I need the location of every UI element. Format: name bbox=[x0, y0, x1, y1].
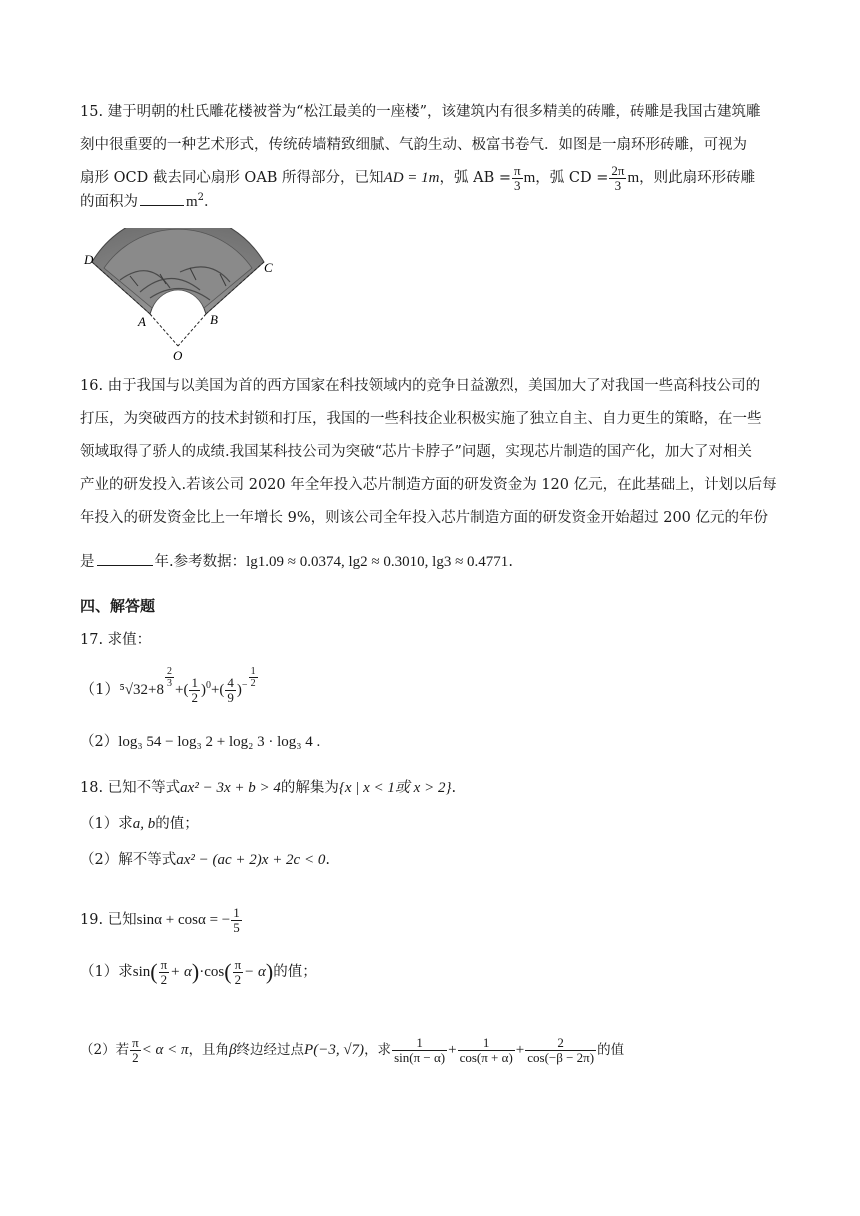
frac-4-9: $\frac{4}{9}$ bbox=[227, 675, 234, 706]
frac-1-2: $\frac{1}{2}$ bbox=[191, 675, 198, 706]
q16-line-1: 16. 由于我国与以美国为首的西方国家在科技领域内的竞争日益激烈，美国加大了对我国一些高科技公司的 bbox=[80, 378, 761, 394]
term-2: $\frac{1}{\cos(\pi + \alpha)}$ bbox=[459, 1035, 513, 1065]
q16-line-5: 年投入的研发资金比上一年增长 9%，则该公司全年投入芯片制造方面的研发资金开始超过 200 亿元的年份 bbox=[80, 510, 769, 526]
q17-title: 17. 求值： bbox=[80, 632, 152, 648]
exp-neg-1-2: $\frac{1}{2}$ bbox=[250, 666, 256, 689]
q15-frac-2pi-3: $\frac{2\pi}{3}$ bbox=[611, 162, 625, 193]
section-title: 四、解答题 bbox=[80, 597, 156, 615]
q15-line-1: 15. 建于明朝的杜氏雕花楼被誉为“松江最美的一座楼”，该建筑内有很多精美的砖雕，砖雕是我国古建筑雕 bbox=[80, 104, 761, 120]
label-O: O bbox=[173, 348, 183, 362]
q18-part-1: （1）求a, b的值； bbox=[80, 816, 199, 832]
q15-line-2: 刻中很重要的一种艺术形式，传统砖墙精致细腻、气韵生动、极富书卷气．如图是一扇环形砖雕，可视为 bbox=[80, 137, 747, 153]
q15-line-3: 扇形 OCD 截去同心扇形 OAB 所得部分，已知AD = 1m，弧 AB = $\frac{\pi}{3}$ m，弧 CD = $\frac{2\pi}{3}$ m，则此扇环形砖雕 bbox=[80, 162, 756, 193]
exp-2-3: $\frac{2}{3}$ bbox=[166, 666, 172, 689]
term-3: $\frac{2}{\cos(-\beta - 2\pi)}$ bbox=[527, 1035, 595, 1065]
term-1: $\frac{1}{\sin(\pi - \alpha)}$ bbox=[394, 1035, 446, 1065]
frac-1-5: $\frac{1}{5}$ bbox=[233, 904, 240, 935]
label-C: C bbox=[264, 260, 273, 275]
q18-part-2: （2）解不等式ax² − (ac + 2)x + 2c < 0. bbox=[80, 852, 330, 868]
frac-pi-2-c: $\frac{\pi}{2}$ bbox=[132, 1035, 139, 1065]
q15-answer-blank[interactable] bbox=[140, 191, 184, 206]
q16-ref-data: lg1.09 ≈ 0.0374, lg2 ≈ 0.3010, lg3 ≈ 0.4771 bbox=[246, 554, 509, 570]
q17-part-1: （1）⁵√32+8 $\frac{2}{3}$ +( $\frac{1}{2}$ )$^0$+( $\frac{4}{9}$ )− $\frac{1}{2}$ bbox=[80, 666, 256, 706]
q15-line-4: 的面积为 $m^2$． bbox=[80, 192, 219, 210]
q15-ad-eq: AD = 1m bbox=[383, 170, 440, 186]
brick-carving-figure bbox=[80, 228, 280, 362]
q18-line-1: 18. 已知不等式ax² − 3x + b > 4的解集为{x | x < 1或 x > 2}. bbox=[80, 780, 457, 796]
label-A: A bbox=[138, 314, 146, 329]
q15-frac-pi-3: $\frac{\pi}{3}$ bbox=[514, 162, 521, 193]
q16-line-4: 产业的研发投入.若该公司 2020 年全年投入芯片制造方面的研发资金为 120 亿元，在此基础上，计划以后每 bbox=[80, 477, 777, 493]
q19-line-1: 19. 已知sinα + cosα = − $\frac{1}{5}$ bbox=[80, 904, 240, 935]
q16-line-6: 是 年.参考数据：lg1.09 ≈ 0.0374, lg2 ≈ 0.3010, lg3 ≈ 0.4771. bbox=[80, 550, 780, 574]
q16-line-2: 打压，为突破西方的技术封锁和打压，我国的一些科技企业积极实施了独立自主、自力更生的策略，在一些 bbox=[80, 411, 762, 427]
label-D: D bbox=[84, 252, 94, 267]
frac-pi-2-b: $\frac{\pi}{2}$ bbox=[234, 956, 242, 987]
frac-pi-2-a: $\frac{\pi}{2}$ bbox=[160, 956, 168, 987]
q19-part-1: （1）求sin( $\frac{\pi}{2}$ + α)·cos( $\frac{\pi}{2}$ − α)的值； bbox=[80, 956, 317, 987]
q19-part-2: （2）若 $\frac{\pi}{2}$ < α < π，且角β终边经过点P(−3, √7)，求 $\frac{1}{\sin(\pi - \alpha)}$ + $\frac{1}{\cos(\pi + \alpha)}$ + $\frac{2}{\cos(-\beta - 2\pi)}$ 的值 bbox=[80, 1035, 625, 1065]
q17-part-2: （2）log₃ 54 − log₃ 2 + log₂ 3 · log₃ 4 . bbox=[80, 734, 321, 750]
q16-answer-blank[interactable] bbox=[97, 551, 153, 566]
label-B: B bbox=[210, 312, 218, 327]
q16-line-3: 领域取得了骄人的成绩.我国某科技公司为突破“芯片卡脖子”问题，实现芯片制造的国产化，加大了对相关 bbox=[80, 444, 752, 460]
